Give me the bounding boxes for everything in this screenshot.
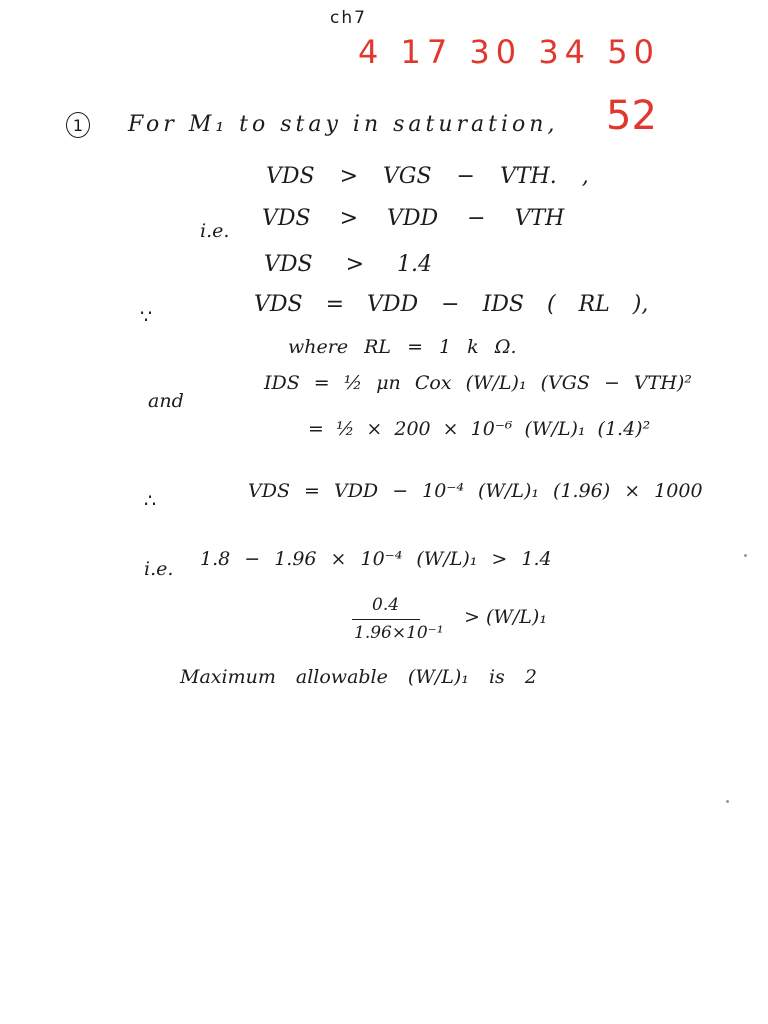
ids-substitution: = ½ × 200 × 10⁻⁶ (W/L)₁ (1.4)² — [308, 418, 651, 440]
ie-label-2: i.e. — [144, 558, 174, 580]
load-resistor-note: where RL = 1 k Ω. — [288, 336, 517, 358]
inequality-line: 1.8 − 1.96 × 10⁻⁴ (W/L)₁ > 1.4 — [200, 548, 552, 570]
because-symbol: ∵ — [140, 306, 153, 328]
condition-vds-gt-1-4: VDS > 1.4 — [264, 252, 433, 277]
ids-equation: IDS = ½ μn Cox (W/L)₁ (VGS − VTH)² — [264, 372, 692, 394]
assigned-problems-extra: 52 — [606, 93, 657, 139]
problem-intro: For M₁ to stay in saturation, — [128, 112, 559, 137]
chapter-label: ch7 — [330, 8, 367, 28]
assigned-problems: 4 17 30 34 50 — [358, 33, 660, 71]
problem-number-badge — [66, 112, 90, 138]
conclusion: Maximum allowable (W/L)₁ is 2 — [180, 666, 537, 688]
condition-vds-gt-vgs-vth: VDS > VGS − VTH. , — [266, 164, 589, 189]
scan-speck — [726, 800, 729, 803]
wl-upper-bound: > (W/L)₁ — [464, 606, 547, 628]
therefore-symbol: ∴ — [144, 490, 157, 512]
fraction-bar — [352, 619, 420, 620]
problem-number: 1 — [72, 115, 84, 135]
vds-equation: VDS = VDD − IDS ( RL ), — [254, 292, 649, 317]
fraction-numerator: 0.4 — [372, 595, 400, 615]
ie-label-1: i.e. — [200, 220, 230, 242]
vds-numeric-equation: VDS = VDD − 10⁻⁴ (W/L)₁ (1.96) × 1000 — [248, 480, 703, 502]
and-label: and — [148, 390, 184, 412]
fraction-denominator: 1.96×10⁻¹ — [354, 623, 444, 643]
scan-speck — [744, 554, 747, 557]
condition-vds-gt-vdd-vth: VDS > VDD − VTH — [262, 206, 565, 231]
